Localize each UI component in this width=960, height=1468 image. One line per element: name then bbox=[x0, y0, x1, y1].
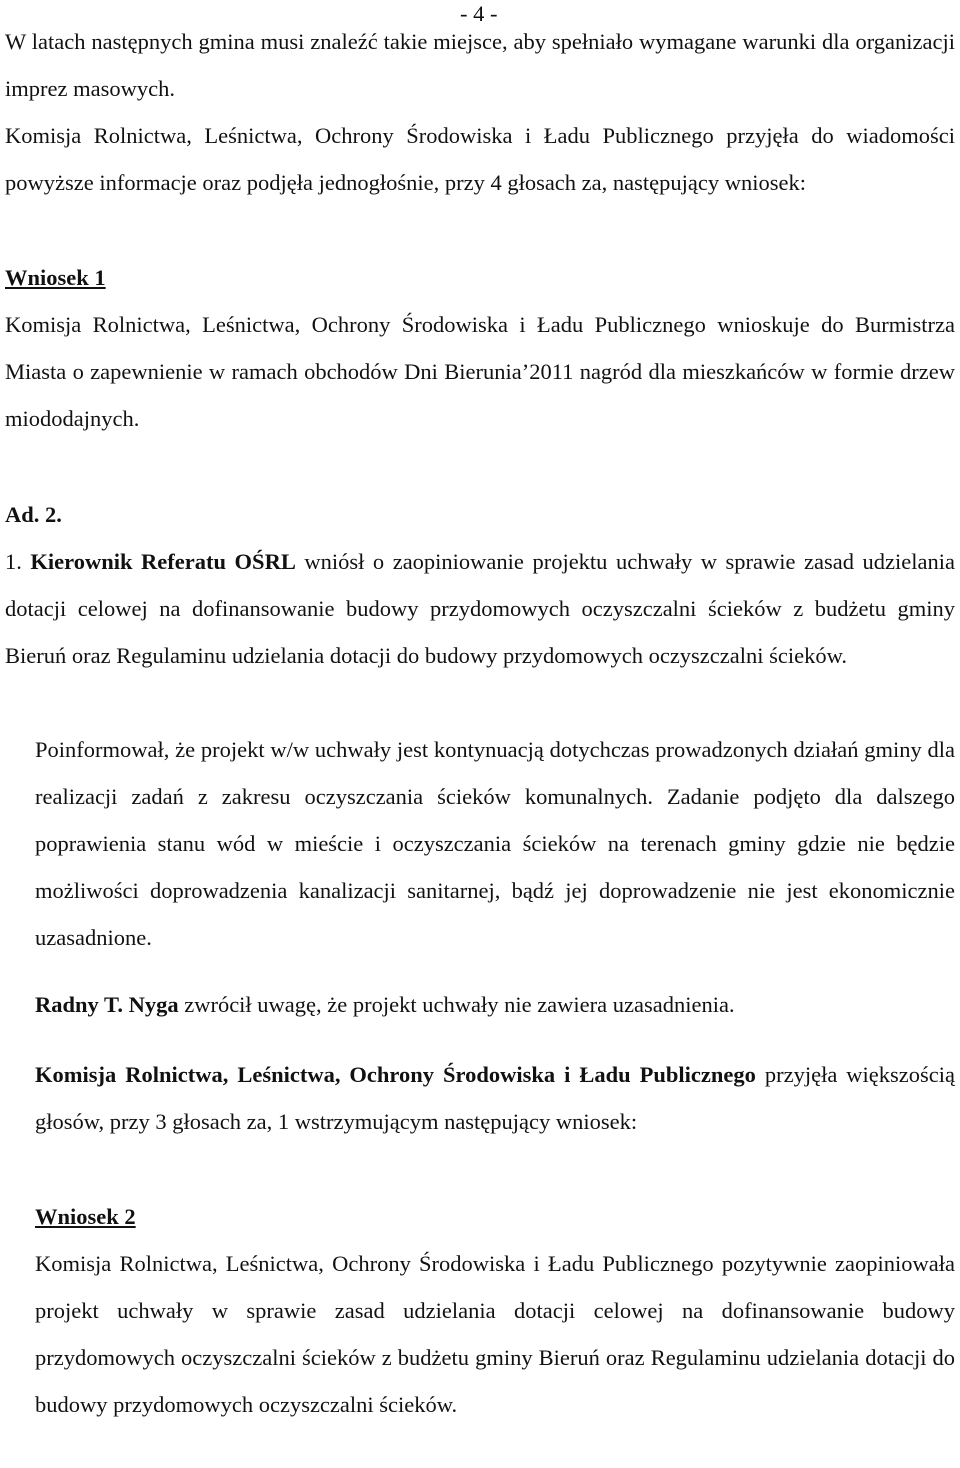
agenda-item-heading: Ad. 2. bbox=[5, 502, 62, 527]
councillor-name: Nyga bbox=[128, 992, 179, 1017]
motion-2-heading: Wniosek 2 bbox=[35, 1204, 136, 1229]
motion-2-text: Komisja Rolnictwa, Leśnictwa, Ochrony Środowiska i Ładu Publicznego pozytywnie zaopiniowała projekt uchwały w sprawie zasad udzielania dotacji celowej na dofinansowanie budowy przydomowych oczyszczalni ścieków z budżetu gminy Bieruń oraz Regulaminu udzielania dotacji do budowy przydomowych oczyszczalni ścieków. bbox=[35, 1251, 955, 1417]
agenda-item-1-paragraph bbox=[5, 538, 955, 679]
councillor-remark bbox=[35, 981, 955, 1028]
page-number: - 4 - bbox=[460, 1, 498, 26]
motion-1-heading: Wniosek 1 bbox=[5, 265, 106, 290]
item-number: 1. bbox=[5, 549, 22, 574]
agenda-item-1-paragraph-2: Poinformował, że projekt w/w uchwały jest kontynuacją dotychczas prowadzonych działań gminy dla realizacji zadań z zakresu oczyszczania ścieków komunalnych. Zadanie podjęto dla dalszego poprawienia stanu wód w mieście i oczyszczania ścieków na terenach gminy gdzie nie będzie możliwości doprowadzenia kanalizacji sanitarnej, bądź jej doprowadzenie nie jest ekonomicznie uzasadnione. bbox=[35, 737, 955, 950]
commission-vote-paragraph bbox=[35, 1051, 955, 1145]
item-1-text: wniósł o zaopiniowanie projektu uchwały w sprawie zasad udzielania dotacji celowej na dofinansowanie budowy przydomowych oczyszczalni ścieków z budżetu gminy Bieruń oraz Regulaminu udzielania dotacji do budowy przydomowych oczyszczalni ścieków. bbox=[5, 549, 955, 668]
motion-1-text: Komisja Rolnictwa, Leśnictwa, Ochrony Środowiska i Ładu Publicznego wnioskuje do Burmistrza Miasta o zapewnienie w ramach obchodów Dni Bierunia’2011 nagród dla mieszkańców w formie drzew miododajnych. bbox=[5, 312, 955, 431]
intro-paragraph: W latach następnych gmina musi znaleźć takie miejsce, aby spełniało wymagane warunki dla organizacji imprez masowych. bbox=[5, 29, 955, 101]
councillor-text: zwrócił uwagę, że projekt uchwały nie zawiera uzasadnienia. bbox=[178, 992, 735, 1017]
speaker-name: Kierownik Referatu OŚRL bbox=[30, 549, 296, 574]
councillor-title: Radny T. bbox=[35, 992, 123, 1017]
commission-info-paragraph: Komisja Rolnictwa, Leśnictwa, Ochrony Środowiska i Ładu Publicznego przyjęła do wiadomości powyższe informacje oraz podjęła jednogłośnie, przy 4 głosach za, następujący wniosek: bbox=[5, 123, 955, 195]
commission-vote-text: przyjęła większością głosów, przy 3 głosach za, 1 wstrzymującym następujący wniosek: bbox=[35, 1062, 956, 1134]
commission-name: Komisja Rolnictwa, Leśnictwa, Ochrony Środowiska i Ładu Publicznego bbox=[35, 1062, 756, 1087]
